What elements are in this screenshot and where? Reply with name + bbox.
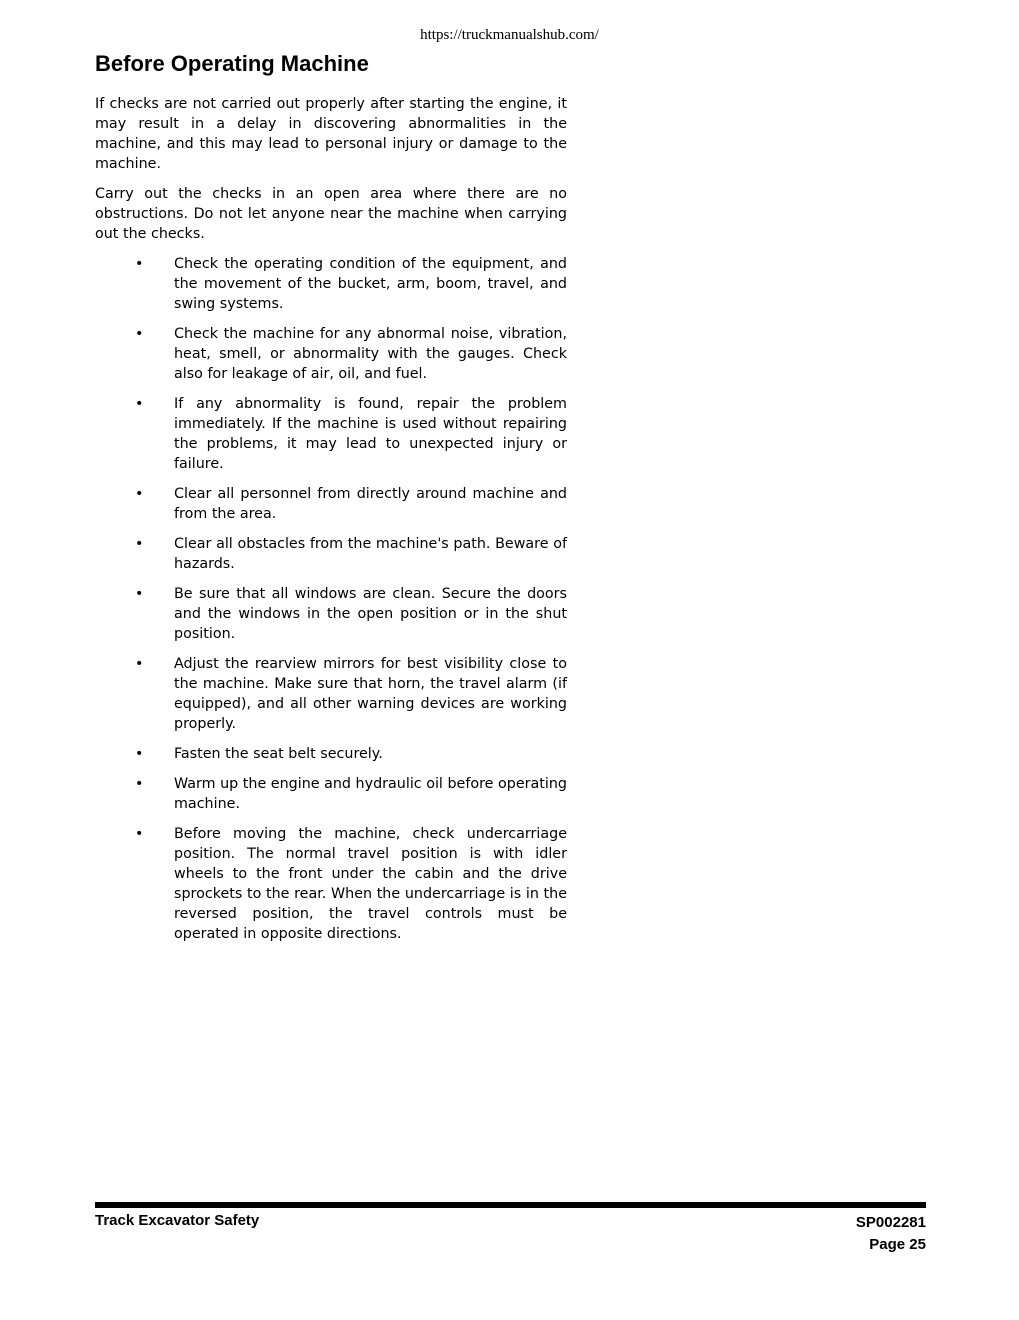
bullet-icon: • — [135, 746, 144, 762]
list-item-text: Check the machine for any abnormal noise, vibration, heat, smell, or abnormality with the gauges. Check also for leakage of air, oil, and fuel. — [174, 326, 567, 382]
bullet-icon: • — [135, 656, 144, 672]
bullet-icon: • — [135, 586, 144, 602]
bullet-icon: • — [135, 326, 144, 342]
page-number: Page 25 — [869, 1236, 926, 1253]
list-item — [95, 654, 567, 734]
list-item-text: Warm up the engine and hydraulic oil before operating machine. — [174, 776, 567, 812]
bullet-icon: • — [135, 536, 144, 552]
bullet-icon: • — [135, 256, 144, 272]
list-item-text: Clear all obstacles from the machine's path. Beware of hazards. — [174, 536, 567, 572]
page-title: Before Operating Machine — [95, 51, 369, 76]
list-item — [95, 824, 567, 944]
footer-page-info — [856, 1212, 926, 1256]
footer-divider — [95, 1202, 926, 1208]
list-item — [95, 394, 567, 474]
list-item — [95, 534, 567, 574]
list-item-text: Fasten the seat belt securely. — [174, 746, 383, 762]
footer-section-title: Track Excavator Safety — [95, 1212, 260, 1229]
bullet-icon: • — [135, 396, 144, 412]
checks-paragraph: Carry out the checks in an open area where there are no obstructions. Do not let anyone near the machine when carrying out the checks. — [95, 186, 567, 242]
document-id: SP002281 — [855, 1214, 926, 1231]
list-item-text: Clear all personnel from directly around machine and from the area. — [174, 486, 567, 522]
bullet-icon: • — [135, 486, 144, 502]
list-item — [95, 584, 567, 644]
body-content — [95, 94, 567, 954]
source-url: https://truckmanualshub.com/ — [420, 27, 599, 43]
list-item-text: If any abnormality is found, repair the problem immediately. If the machine is used without repairing the problems, it may lead to unexpected injury or failure. — [174, 396, 567, 472]
list-item — [95, 484, 567, 524]
bullet-icon: • — [135, 776, 144, 792]
intro-paragraph: If checks are not carried out properly after starting the engine, it may result in a delay in discovering abnormalities in the machine, and this may lead to personal injury or damage to the machine. — [95, 96, 567, 172]
list-item-text: Be sure that all windows are clean. Secure the doors and the windows in the open position or in the shut position. — [174, 586, 567, 642]
list-item — [95, 744, 567, 764]
list-item-text: Check the operating condition of the equipment, and the movement of the bucket, arm, boom, travel, and swing systems. — [174, 256, 567, 312]
list-item — [95, 254, 567, 314]
list-item-text: Before moving the machine, check undercarriage position. The normal travel position is with idler wheels to the front under the cabin and the drive sprockets to the rear. When the undercarriage is in the reversed position, the travel controls must be operated in opposite directions. — [174, 826, 567, 942]
list-item — [95, 324, 567, 384]
checklist — [95, 254, 567, 944]
bullet-icon: • — [135, 826, 144, 842]
list-item — [95, 774, 567, 814]
list-item-text: Adjust the rearview mirrors for best visibility close to the machine. Make sure that horn, the travel alarm (if equipped), and all other warning devices are working properly. — [174, 656, 567, 732]
